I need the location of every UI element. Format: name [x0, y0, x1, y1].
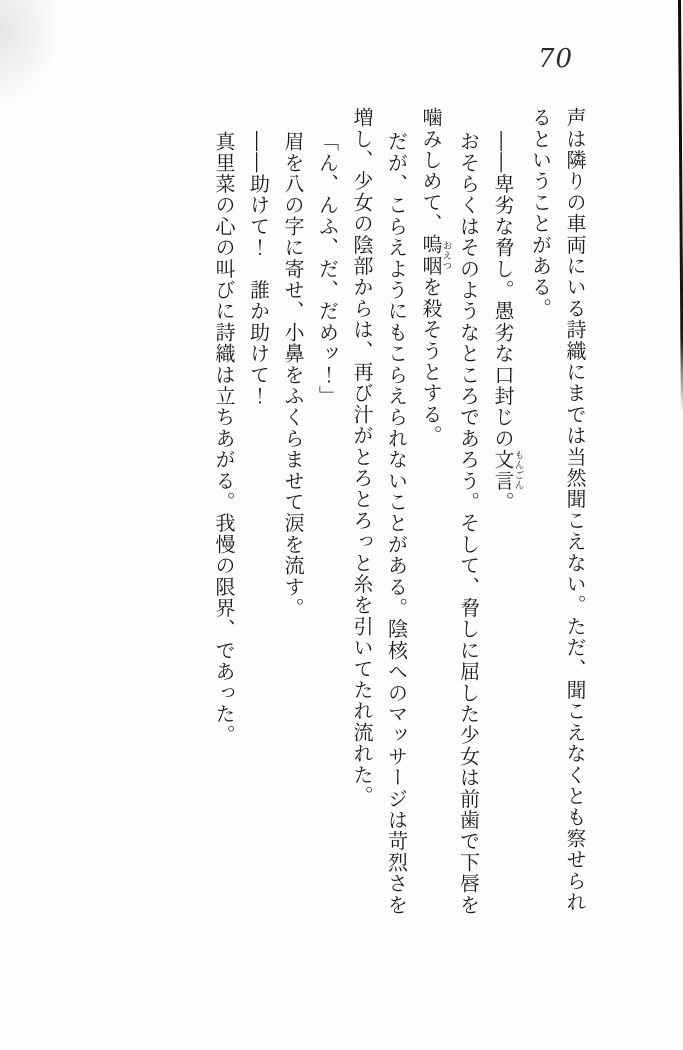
text-line: るということがある。 — [528, 107, 553, 319]
page-number: 70 — [538, 44, 574, 74]
scan-edge-artifact — [678, 0, 683, 412]
text-line: 噛みしめて、嗚咽おえつを殺そうとする。 — [419, 107, 452, 447]
ruby-annotated-word: 嗚咽おえつ — [419, 234, 452, 277]
body-text — [207, 107, 593, 919]
ruby-annotated-word: 文言もんごん — [491, 449, 524, 492]
text-line: ――助けて！ 誰か助けて！ — [246, 131, 271, 407]
text-line: おそらくはそのようなところであろう。そして、脅しに屈した少女は前歯で下唇を — [456, 131, 481, 916]
text-line: 声は隣りの車両にいる詩織にまでは当然聞こえない。ただ、聞こえなくとも察せられ — [563, 107, 587, 913]
text-line: 真里菜の心の叫びに詩織は立ちあがる。我慢の限界、であった。 — [212, 131, 236, 746]
text-line: 眉を八の字に寄せ、小鼻をふくらませて涙を流す。 — [281, 131, 305, 619]
text-line: だが、こらえようにもこらえられないことがある。陰核へのマッサージは苛烈さを — [384, 131, 409, 916]
text-line: 増し、少女の陰部からは、再び汁がとろとろっと糸を引いてたれ流れた。 — [350, 107, 374, 807]
text-line: 「ん、んふ、だ、だめッ！」 — [315, 131, 340, 407]
text-line: ――卑劣な脅し。愚劣な口封じの文言もんごん。 — [491, 131, 524, 513]
scan-smudge — [0, 0, 62, 108]
